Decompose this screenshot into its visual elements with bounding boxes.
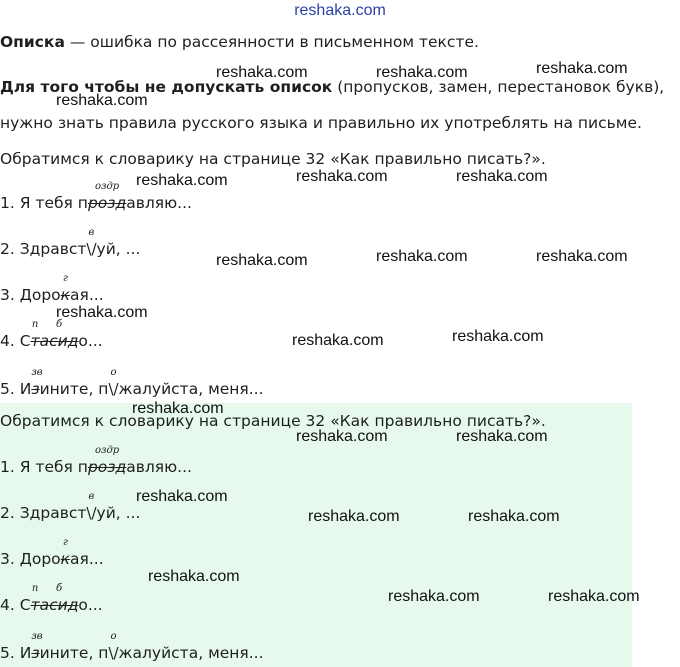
correction: зв з bbox=[31, 631, 43, 662]
insertion-mark: о \/ bbox=[108, 631, 119, 662]
watermark: reshaka.com bbox=[56, 304, 148, 321]
watermark: reshaka.com bbox=[548, 588, 640, 605]
insertion-mark: о \/ bbox=[108, 367, 119, 398]
correction: п т bbox=[30, 319, 40, 350]
section-1-intro: Обратимся к словарику на странице 32 «Как правильно писать?». bbox=[0, 150, 546, 168]
watermark: reshaka.com bbox=[388, 588, 480, 605]
watermark: reshaka.com bbox=[376, 64, 468, 81]
section-2-item-3: 3. Доро г кая... bbox=[0, 537, 104, 568]
correction: б асид bbox=[39, 319, 79, 350]
insertion-mark: в \/ bbox=[86, 491, 97, 522]
watermark: reshaka.com bbox=[136, 172, 228, 189]
insertion-mark: в \/ bbox=[86, 227, 97, 258]
section-2-item-2: 2. Здравст в \/уй, ... bbox=[0, 491, 141, 522]
watermark: reshaka.com bbox=[536, 248, 628, 265]
section-1-item-4: 4. С п т б асидо... bbox=[0, 319, 103, 350]
watermark: reshaka.com bbox=[132, 400, 224, 417]
watermark: reshaka.com bbox=[216, 252, 308, 269]
section-1-item-1: 1. Я тебя п оздр роздавляю... bbox=[0, 181, 192, 212]
rule-bold: Для того чтобы не допускать описок bbox=[0, 78, 333, 96]
watermark: reshaka.com bbox=[536, 60, 628, 77]
watermark: reshaka.com bbox=[56, 92, 148, 109]
watermark: reshaka.com bbox=[216, 64, 308, 81]
section-2-item-1: 1. Я тебя п оздр роздавляю... bbox=[0, 445, 192, 476]
watermark: reshaka.com bbox=[456, 168, 548, 185]
section-1-item-2: 2. Здравст в \/уй, ... bbox=[0, 227, 141, 258]
site-link[interactable]: reshaka.com bbox=[294, 2, 386, 19]
correction: зв з bbox=[31, 367, 43, 398]
definition-rest: — ошибка по рассеянности в письменном тексте. bbox=[64, 33, 479, 51]
correction: п т bbox=[30, 583, 40, 614]
section-1-item-3: 3. Доро г кая... bbox=[0, 273, 104, 304]
watermark: reshaka.com bbox=[376, 248, 468, 265]
watermark: reshaka.com bbox=[296, 428, 388, 445]
correction: б асид bbox=[39, 583, 79, 614]
section-2-intro: Обратимся к словарику на странице 32 «Как правильно писать?». bbox=[0, 412, 546, 430]
correction: г к bbox=[60, 273, 71, 304]
watermark: reshaka.com bbox=[308, 508, 400, 525]
section-2-item-5: 5. И зв зините, п о \/жалуйста, меня... bbox=[0, 631, 264, 662]
watermark: reshaka.com bbox=[296, 168, 388, 185]
watermark: reshaka.com bbox=[292, 332, 384, 349]
section-2-item-4: 4. С п т б асидо... bbox=[0, 583, 103, 614]
rule-line-2: нужно знать правила русского языка и правильно их употреблять на письме. bbox=[0, 114, 642, 132]
watermark: reshaka.com bbox=[452, 328, 544, 345]
rule-rest: (пропусков, замен, перестановок букв), bbox=[332, 78, 665, 96]
correction: оздр розд bbox=[87, 181, 127, 212]
definition-line bbox=[0, 32, 479, 52]
watermark: reshaka.com bbox=[456, 428, 548, 445]
correction: г к bbox=[60, 537, 71, 568]
watermark: reshaka.com bbox=[468, 508, 560, 525]
definition-term: Описка bbox=[0, 33, 65, 51]
watermark: reshaka.com bbox=[136, 488, 228, 505]
watermark: reshaka.com bbox=[148, 568, 240, 585]
correction: оздр розд bbox=[87, 445, 127, 476]
section-1-item-5: 5. И зв зините, п о \/жалуйста, меня... bbox=[0, 367, 264, 398]
